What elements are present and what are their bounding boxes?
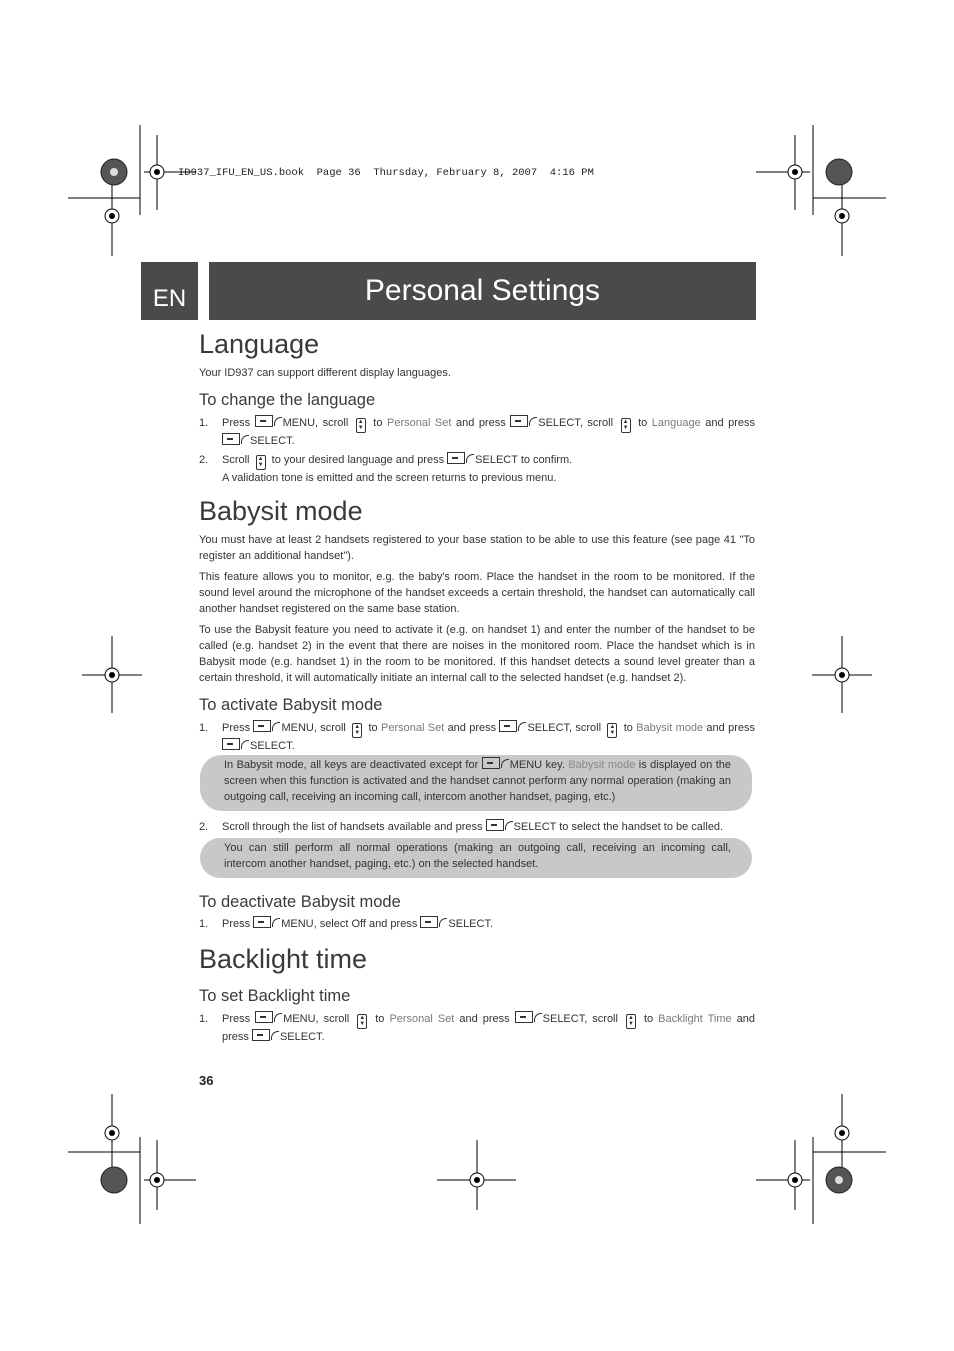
left-softkey-icon (252, 1029, 270, 1041)
select-key-label: SELECT (527, 722, 570, 734)
scroll-key-icon: ▲ ▼ (352, 723, 362, 738)
babysit-note-2: You can still perform all normal operations (making an outgoing call, receiving an incoming call, intercom another handset, paging, etc.) on the selected handset. (200, 838, 752, 878)
select-key-label: SELECT (250, 435, 292, 447)
step-number: 1. (199, 722, 209, 734)
menu-key-label: MENU (509, 759, 543, 771)
left-softkey-icon (499, 720, 517, 732)
select-key-label: SELECT (513, 821, 557, 833)
select-key-label: SELECT (279, 1031, 322, 1043)
menu-path-language: Language (651, 417, 701, 429)
step-number: 1. (199, 417, 209, 429)
activate-babysit-heading: To activate Babysit mode (199, 696, 383, 714)
left-softkey-icon (253, 720, 271, 732)
left-softkey-icon (253, 916, 271, 928)
left-softkey-icon (222, 738, 240, 750)
babysit-step-2: 2. Scroll through the list of handsets available and press SELECT to select the handset to be called. (199, 821, 724, 833)
left-softkey-icon (515, 1011, 533, 1023)
select-key-label: SELECT (475, 454, 518, 466)
babysit-mode-display-text: Babysit mode (568, 759, 636, 771)
scroll-key-icon: ▲ ▼ (626, 1014, 636, 1029)
menu-key-label: MENU (281, 722, 314, 734)
select-key-label: SELECT (542, 1013, 585, 1025)
babysit-note-1: In Babysit mode, all keys are deactivated except for MENU key. Babysit mode is displayed on the screen when this function is activated and the handset cannot perform any normal operation (making an outgoing call, receiving an incoming call, intercom another handset, paging, etc.) (200, 755, 752, 811)
step-number: 2. (199, 821, 209, 833)
left-softkey-icon (420, 916, 438, 928)
step-number: 1. (199, 1013, 209, 1025)
menu-key-label: MENU (283, 1013, 316, 1025)
menu-path-personal-set: Personal Set (387, 417, 452, 429)
left-softkey-icon (447, 452, 465, 464)
language-step-2: 2. Scroll ▲ ▼ to your desired language and press SELECT to confirm. A validation tone is emitted and the screen returns to previous menu. (199, 454, 573, 484)
validation-note: A validation tone is emitted and the screen returns to previous menu. (222, 472, 557, 484)
set-backlight-heading: To set Backlight time (199, 987, 351, 1005)
menu-path-personal-set: Personal Set (389, 1013, 455, 1025)
left-softkey-icon (222, 433, 240, 445)
left-softkey-icon (255, 415, 273, 427)
menu-path-backlight-time: Backlight Time (658, 1013, 732, 1025)
deactivate-babysit-heading: To deactivate Babysit mode (199, 893, 401, 911)
select-key-label: SELECT (250, 740, 292, 752)
scroll-key-icon: ▲ ▼ (356, 418, 366, 433)
select-key-label: SELECT (448, 918, 490, 930)
scroll-key-icon: ▲ ▼ (357, 1014, 367, 1029)
left-softkey-icon (255, 1011, 273, 1023)
page-title: Personal Settings (209, 262, 756, 320)
language-heading: Language (199, 329, 320, 359)
backlight-heading: Backlight time (199, 944, 368, 974)
babysit-para-2: This feature allows you to monitor, e.g. the baby's room. Place the handset in the room to be monitored. If the sound level around the microphone of the handset exceeds a certain threshold, the handset can automatically call another handset registered on the same base station. (199, 571, 755, 615)
language-tab: EN (141, 262, 198, 320)
select-key-label: SELECT (538, 417, 580, 429)
change-language-heading: To change the language (199, 391, 376, 409)
menu-key-label: MENU (282, 417, 316, 429)
deactivate-step-1: 1. Press MENU, select Off and press SELECT. (199, 918, 494, 930)
babysit-step-1: 1. Press MENU, scroll ▲ ▼ to Personal Set and press SELECT, scroll ▲ ▼ to Babysit mode and press SELECT. (199, 722, 755, 752)
backlight-step-1: 1. Press MENU, scroll ▲ ▼ to Personal Set and press SELECT, scroll ▲ ▼ to Backlight Time and press SELECT. (199, 1013, 755, 1043)
language-step-1: 1. Press MENU, scroll ▲ ▼ to Personal Set and press SELECT, scroll ▲ ▼ to Language and press SELECT. (199, 417, 756, 447)
scroll-key-icon: ▲ ▼ (621, 418, 631, 433)
print-header: ID937_IFU_EN_US.book Page 36 Thursday, February 8, 2007 4:16 PM (178, 167, 594, 179)
scroll-key-icon: ▲ ▼ (607, 723, 617, 738)
step-number: 2. (199, 454, 209, 466)
menu-key-label: MENU (281, 918, 314, 930)
scroll-key-icon: ▲ ▼ (256, 455, 266, 470)
babysit-para-3: To use the Babysit feature you need to activate it (e.g. on handset 1) and enter the number of the handset to be called (e.g. handset 2) in the event that there are noises in the monitored room. Place the handset which is in Babysit mode (e.g. handset 1) in the room to be monitored. If this handset detects a sound level greater than a certain threshold, it will automatically initiate an internal call to the selected handset (e.g. handset 2). (199, 624, 755, 684)
left-softkey-icon (486, 819, 504, 831)
menu-path-babysit-mode: Babysit mode (636, 722, 704, 734)
step-number: 1. (199, 918, 209, 930)
left-softkey-icon (482, 757, 500, 769)
menu-path-personal-set: Personal Set (381, 722, 445, 734)
babysit-heading: Babysit mode (199, 496, 363, 526)
babysit-para-1: You must have at least 2 handsets registered to your base station to be able to use this feature (see page 41 "To register an additional handset"). (199, 534, 755, 562)
page-number: 36 (199, 1073, 214, 1088)
left-softkey-icon (510, 415, 528, 427)
language-intro: Your ID937 can support different display languages. (199, 367, 451, 379)
